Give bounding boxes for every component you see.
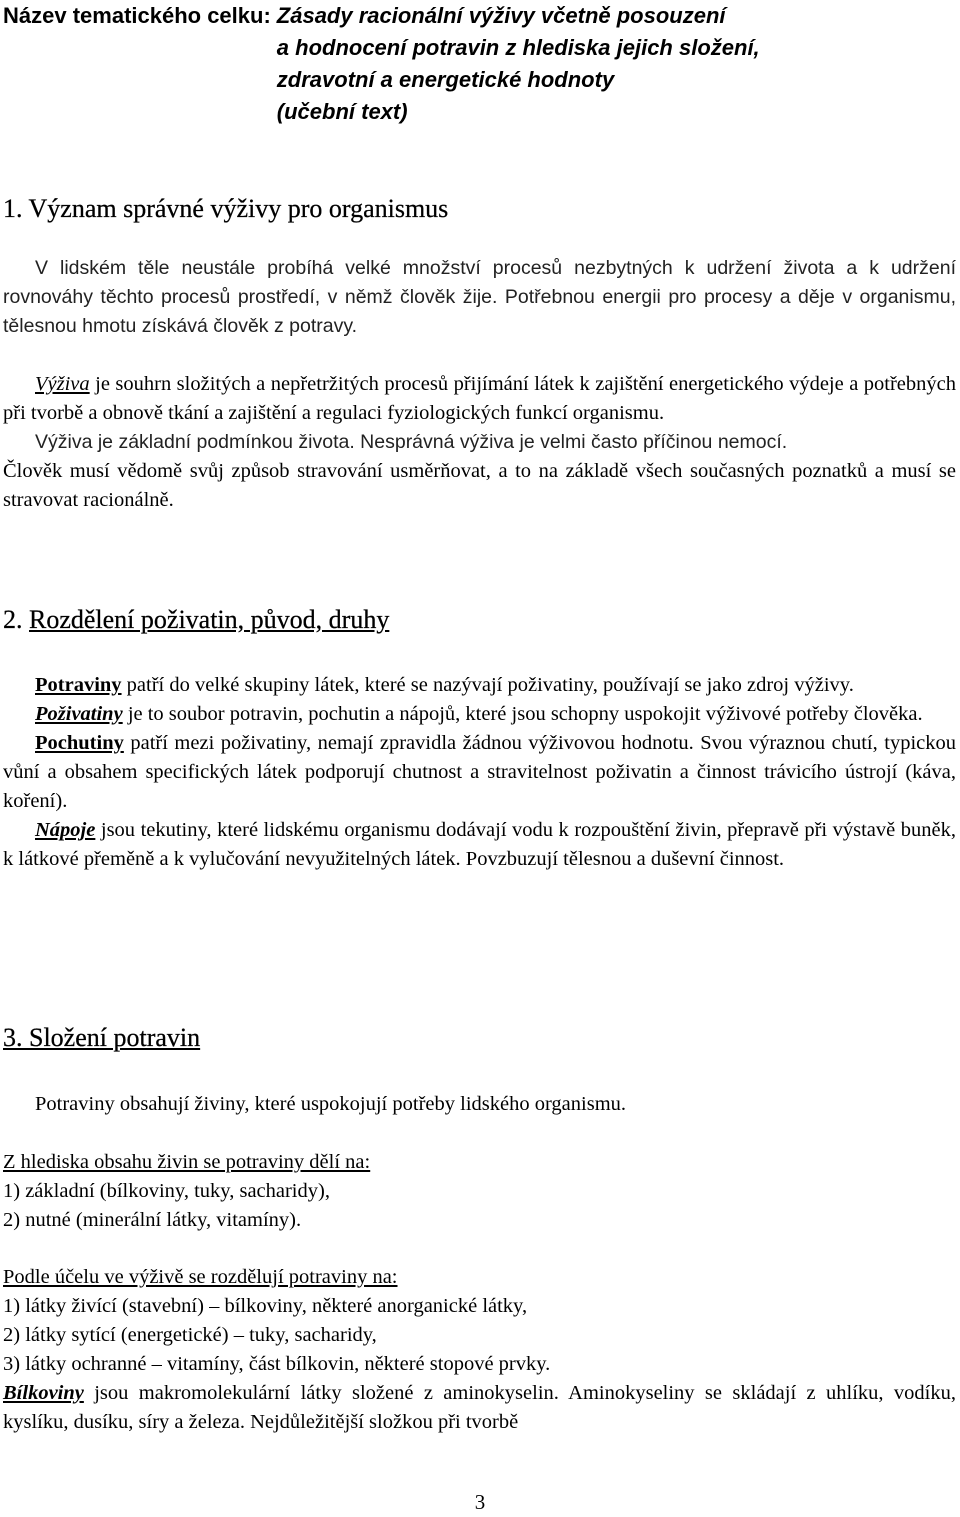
- section1-paragraph-4: Člověk musí vědomě svůj způsob stravování usměrňovat, a to na základě všech současných poznatků a musí se stravovat racionálně.: [3, 460, 956, 511]
- list2-item: 2) látky sytící (energetické) – tuky, sacharidy,: [3, 1324, 377, 1346]
- list1-item: 2) nutné (minerální látky, vitamíny).: [3, 1209, 302, 1231]
- pochutiny-definition: [3, 729, 956, 816]
- vyziva-text: je souhrn složitých a nepřetržitých procesů přijímání látek k zajištění energetického výdeje a potřebných při tvorbě a obnově tkání a zajištění a regulaci fyziologických funkcí organismu.: [3, 373, 956, 424]
- pozivatiny-definition: [3, 700, 956, 729]
- potraviny-definition: [3, 671, 956, 700]
- vyziva-definition: [3, 370, 956, 428]
- list2-item: 1) látky živící (stavební) – bílkoviny, některé anorganické látky,: [3, 1295, 528, 1317]
- header-title: [271, 0, 760, 128]
- header-title-line: zdravotní a energetické hodnoty: [276, 67, 615, 92]
- pochutiny-term: Pochutiny: [35, 732, 124, 754]
- pozivatiny-term: Poživatiny: [35, 703, 123, 725]
- bilkoviny-definition: [3, 1379, 956, 1437]
- section1-body: [3, 370, 956, 515]
- pozivatiny-text: je to soubor potravin, pochutin a nápojů, které jsou schopny uspokojit výživové potřeby člověka.: [122, 703, 923, 725]
- section2-heading-text: Rozdělení poživatin, původ, druhy: [29, 605, 390, 634]
- section3-list-1: [3, 1148, 956, 1235]
- napoje-term: Nápoje: [35, 819, 96, 841]
- list2-item: 3) látky ochranné – vitamíny, část bílkovin, některé stopové prvky.: [3, 1353, 551, 1375]
- header-label: Název tematického celku:: [3, 3, 271, 28]
- section2-heading: [3, 603, 389, 637]
- vyziva-term: Výživa: [35, 373, 90, 395]
- napoje-text: jsou tekutiny, které lidskému organismu dodávají vodu k rozpouštění živin, přepravě při výstavě buněk, k látkové přeměně a k vylučování nevyužitelných látek. Povzbuzují tělesnou a duševní činnost.: [3, 819, 956, 870]
- section1-paragraph-3: Výživa je základní podmínkou života. Nesprávná výživa je velmi často příčinou nemocí.: [35, 431, 788, 453]
- header-title-line: (učební text): [276, 99, 408, 124]
- potraviny-text: patří do velké skupiny látek, které se nazývají poživatiny, používají se jako zdroj výživy.: [121, 674, 854, 696]
- section3-list-2: [3, 1263, 956, 1437]
- document-header: [3, 0, 956, 128]
- list1-item: 1) základní (bílkoviny, tuky, sacharidy),: [3, 1180, 330, 1202]
- header-row: [3, 0, 956, 128]
- section1-heading: 1. Význam správné výživy pro organismus: [3, 194, 449, 223]
- bilkoviny-text: jsou makromolekulární látky složené z aminokyselin. Aminokyseliny se skládají z uhlíku, vodíku, kyslíku, dusíku, síry a železa. Nejdůležitější složkou při tvorbě: [3, 1382, 956, 1433]
- section2-heading-number: 2.: [3, 605, 23, 634]
- potraviny-term: Potraviny: [35, 674, 122, 696]
- section3-intro: Potraviny obsahují živiny, které uspokojují potřeby lidského organismu.: [35, 1093, 627, 1115]
- page-number: 3: [474, 1490, 486, 1514]
- section1-paragraph-1: V lidském těle neustále probíhá velké množství procesů nezbytných k udržení života a k udržení rovnováhy těchto procesů prostředí, v němž člověk žije. Potřebnou energii pro procesy a děje v organismu, tělesnou hmotu získává člověk z potravy.: [3, 257, 956, 337]
- pochutiny-text: patří mezi poživatiny, nemají zpravidla žádnou výživovou hodnotu. Svou výraznou chutí, typickou vůní a obsahem specifických látek podporují chutnost a stravitelnost poživatin a činnost trávicího ústrojí (káva, koření).: [3, 732, 956, 812]
- napoje-definition: [3, 816, 956, 874]
- header-title-line: a hodnocení potravin z hlediska jejich složení,: [276, 35, 760, 60]
- header-title-line: Zásady racionální výživy včetně posouzení: [276, 3, 726, 28]
- bilkoviny-term: Bílkoviny: [3, 1382, 84, 1404]
- list1-title: Z hlediska obsahu živin se potraviny dělí na:: [3, 1151, 371, 1173]
- section2-body: [3, 671, 956, 874]
- list2-title: Podle účelu ve výživě se rozdělují potraviny na:: [3, 1266, 398, 1288]
- section3-heading: 3. Složení potravin: [3, 1023, 201, 1052]
